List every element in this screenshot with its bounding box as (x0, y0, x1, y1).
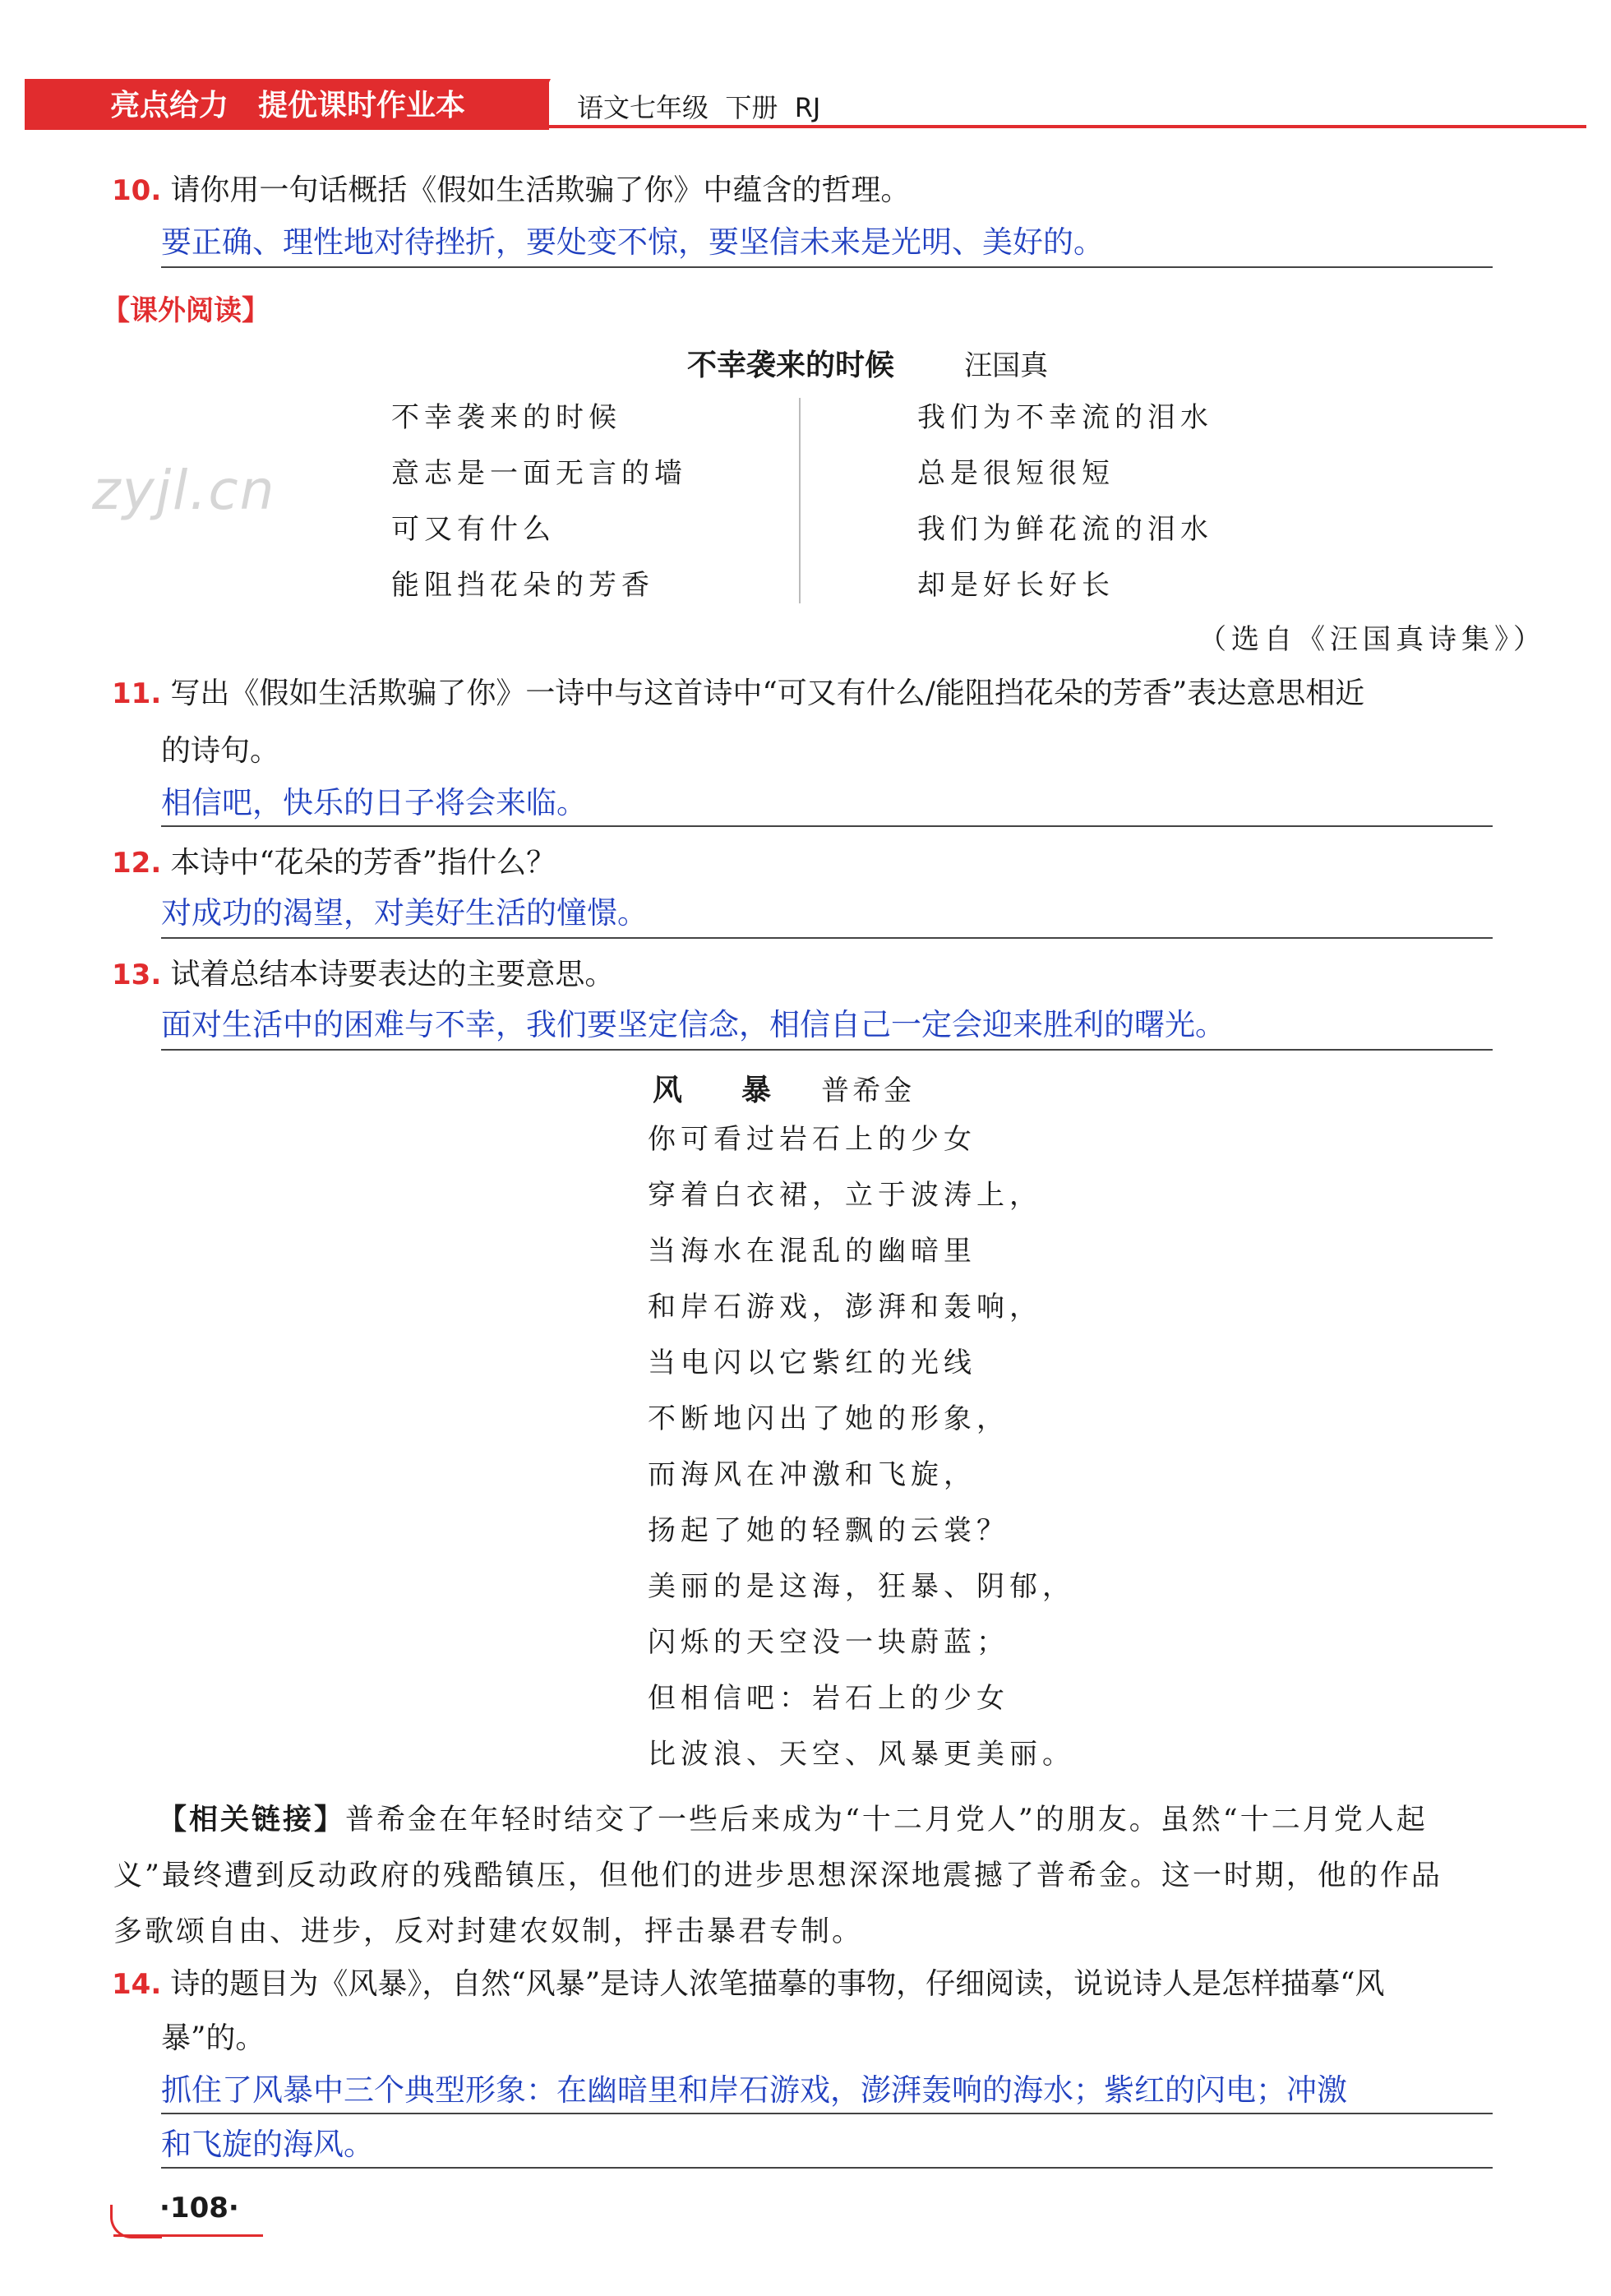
poem2-line: 你可看过岩石上的少女 (648, 1123, 976, 1156)
answer-10: 要正确、理性地对待挫折，要处变不惊，要坚信未来是光明、美好的。 (161, 224, 1104, 260)
answer-rule (161, 1049, 1493, 1051)
question-14 (112, 1965, 1385, 2004)
question-text: 写出《假如生活欺骗了你》一诗中与这首诗中“可又有什么/能阻挡花朵的芳香”表达意思相近 (170, 677, 1365, 710)
poem1-author: 汪国真 (964, 349, 1049, 382)
poem2-heading (653, 1067, 915, 1109)
question-10 (112, 171, 910, 210)
poem1-divider (799, 398, 801, 603)
poem1-left-line: 不幸袭来的时候 (391, 401, 621, 434)
answer-rule (161, 2113, 1493, 2114)
question-number: 10. (112, 174, 162, 207)
poem1-left-line: 意志是一面无言的墙 (391, 457, 687, 490)
question-text: 试着总结本诗要表达的主要意思。 (170, 958, 615, 991)
poem1-left-line: 能阻挡花朵的芳香 (391, 569, 654, 602)
poem1-heading (687, 342, 1048, 384)
question-11 (112, 674, 1364, 714)
question-text-cont: 的诗句。 (161, 734, 280, 768)
page-number-decoration (110, 2205, 162, 2238)
related-link-text: 义”最终遭到反动政府的残酷镇压，但他们的进步思想深深地震撼了普希金。这一时期，他的作品 (113, 1859, 1443, 1892)
question-13 (112, 955, 614, 995)
related-link-text: 普希金在年轻时结交了一些后来成为“十二月党人”的朋友。虽然“十二月党人起 (345, 1804, 1428, 1836)
watermark: zyjl.cn (92, 459, 276, 522)
answer-rule (161, 266, 1493, 268)
question-number: 13. (112, 959, 162, 991)
poem2-line: 当海水在混乱的幽暗里 (648, 1235, 976, 1268)
answer-14: 抓住了风暴中三个典型形象：在幽暗里和岸石游戏，澎湃轰响的海水；紫红的闪电；冲激 (161, 2072, 1347, 2108)
poem1-right-line: 却是好长好长 (917, 569, 1115, 602)
question-text: 诗的题目为《风暴》，自然“风暴”是诗人浓笔描摹的事物，仔细阅读，说说诗人是怎样描摹“风 (170, 1967, 1385, 2001)
answer-rule (161, 937, 1493, 939)
related-link-label: 【相关链接】 (158, 1804, 346, 1836)
question-number: 14. (112, 1968, 162, 2001)
header-brand-part2: 提优课时作业本 (258, 89, 466, 122)
header-brand-part1: 亮点给力 (110, 89, 229, 122)
poem2-line: 但相信吧：岩石上的少女 (648, 1682, 1009, 1715)
poem1-right-line: 我们为鲜花流的泪水 (917, 513, 1213, 546)
answer-12: 对成功的渴望，对美好生活的憧憬。 (161, 895, 648, 931)
poem1-left-line: 可又有什么 (391, 513, 556, 546)
poem2-title: 风 暴 (653, 1074, 772, 1107)
poem2-author: 普希金 (821, 1074, 916, 1107)
poem2-line: 美丽的是这海，狂暴、阴郁， (648, 1570, 1075, 1603)
answer-11: 相信吧，快乐的日子将会来临。 (161, 785, 587, 820)
poem2-line: 扬起了她的轻飘的云裳？ (648, 1514, 1009, 1547)
related-link (158, 1792, 1428, 1848)
poem2-line: 穿着白衣裙，立于波涛上， (648, 1179, 1042, 1212)
poem2-line: 不断地闪出了她的形象， (648, 1402, 1009, 1435)
question-text: 请你用一句话概括《假如生活欺骗了你》中蕴含的哲理。 (170, 173, 911, 207)
question-text: 本诗中“花朵的芳香”指什么？ (170, 846, 556, 880)
poem2-line: 闪烁的天空没一块蔚蓝； (648, 1626, 1009, 1659)
poem1-right-line: 我们为不幸流的泪水 (917, 401, 1213, 434)
poem2-line: 比波浪、天空、风暴更美丽。 (648, 1738, 1075, 1771)
answer-rule (161, 2167, 1493, 2169)
header-notch (526, 79, 551, 130)
poem2-line: 和岸石游戏，澎湃和轰响， (648, 1291, 1042, 1324)
header-subtitle: 语文七年级 下册 RJ (577, 92, 821, 123)
question-number: 11. (112, 677, 162, 710)
page-number: ·108· (159, 2192, 239, 2224)
question-number: 12. (112, 847, 162, 880)
page-number-rule (113, 2234, 263, 2237)
poem2-line: 当电闪以它紫红的光线 (648, 1347, 976, 1379)
answer-13: 面对生活中的困难与不幸，我们要坚定信念，相信自己一定会迎来胜利的曙光。 (161, 1007, 1226, 1042)
poem1-title: 不幸袭来的时候 (687, 349, 895, 382)
poem1-source: （选自《汪国真诗集》） (1198, 623, 1546, 656)
answer-14-cont: 和飞旋的海风。 (161, 2127, 374, 2162)
poem2-line: 而海风在冲激和飞旋， (648, 1458, 976, 1491)
question-text-cont: 暴”的。 (161, 2021, 265, 2055)
poem1-right-line: 总是很短很短 (917, 457, 1115, 490)
answer-rule (161, 825, 1493, 827)
section-label: 【课外阅读】 (102, 294, 270, 327)
question-12 (112, 843, 556, 883)
related-link-text: 多歌颂自由、进步，反对封建农奴制，抨击暴君专制。 (113, 1915, 864, 1948)
